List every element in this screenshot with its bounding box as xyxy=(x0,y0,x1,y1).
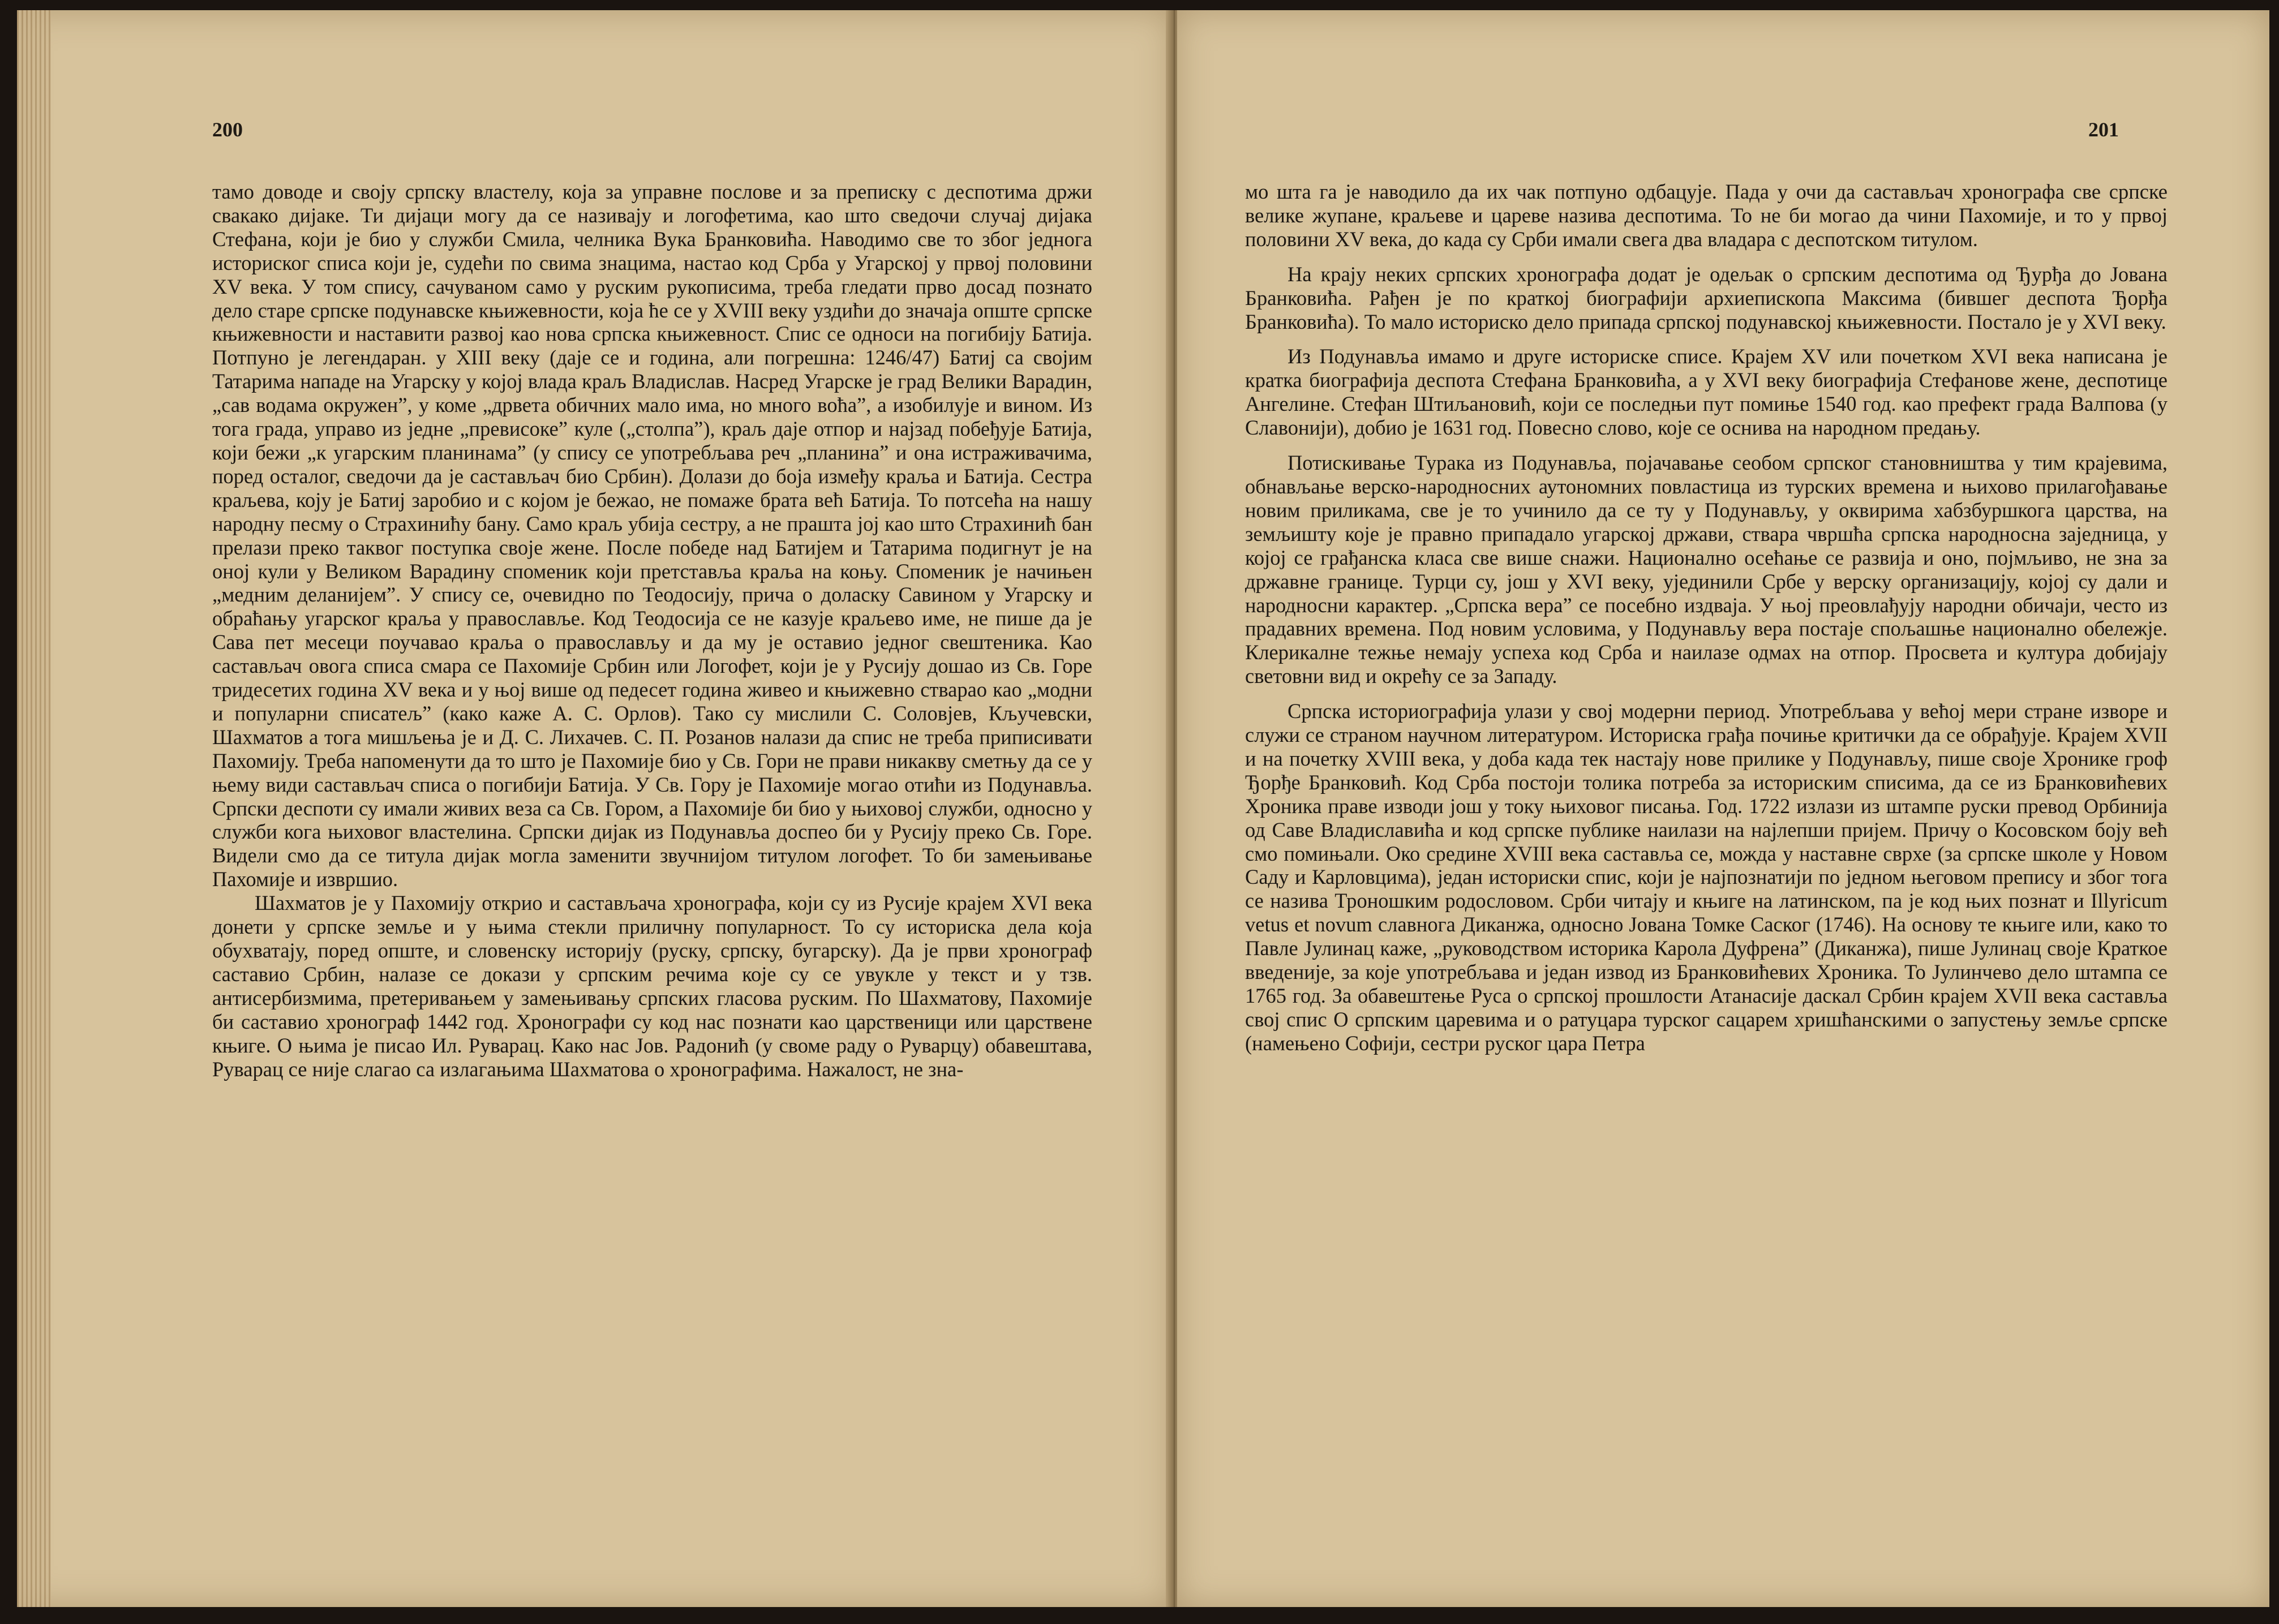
left-page xyxy=(17,10,1171,1607)
page-number-right: 201 xyxy=(2088,118,2119,141)
paragraph: Шахматов је у Пахомију открио и састављача хронографа, који су из Русије крајем XVI века донети у српске земље и у њима стекли приличну популарност. То су историска дела која обухватају, поред опште, и словенску историју (руску, српску, бугарску). Да је први хронограф саставио Србин, налазе се докази у српским речима које су се увукле у текст и у тзв. антисербизмима, претеривањем у замењивању српских гласова руским. По Шахматову, Пахомије би саставио хронограф 1442 год. Хронографи су код нас познати као царственици или царствене књиге. О њима је писао Ил. Руварац. Како нас Јов. Радонић (у своме раду о Руварцу) обавештава, Руварац се није слагао са излагањима Шахматова о хронографима. Нажалост, не зна- xyxy=(212,891,1092,1081)
paragraph: мо шта га је наводило да их чак потпуно одбацује. Пада у очи да састављач хронографа све српске велике жупане, краљеве и цареве назива деспотима. То не би могао да чини Пахомије, и то у првој половини XV века, до када су Срби имали свега два владара с деспотском титулом. xyxy=(1245,180,2168,251)
paragraph: Из Подунавља имамо и друге историске списе. Крајем XV или почетком XVI века написана је кратка биографија деспота Стефана Бранковића, а у XVI веку биографија Стефанове жене, деспотице Ангелине. Стефан Штиљановић, који се последњи пут помиње 1540 год. као префект града Валпова (у Славонији), добио је 1631 год. Повесно слово, које се оснива на народном предању. xyxy=(1245,345,2168,440)
paragraph: тамо доводе и своју српску властелу, која за управне послове и за преписку с деспотима држи свакако дијаке. Ти дијаци могу да се називају и логофетима, као што сведочи случај дијака Стефана, који је био у служби Смила, челника Вука Бранковића. Наводимо све то због једнога историског списа који је, судећи по свима знацима, настао код Срба у Угарској у првој половини XV века. У том спису, сачуваном само у руским рукописима, треба гледати прво досад познато дело старе српске подунавске књижевности, која ће се у XVIII веку уздићи до значаја опште српске књижевности и наставити развој као нова српска књижевност. Спис се односи на погибију Батија. Потпуно је легендаран. у XIII веку (даје се и година, али погрешна: 1246/47) Батиј са својим Татарима нападе на Угарску у којој влада краљ Владислав. Насред Угарске је град Велики Варадин, „сав водама окружен”, у коме „дрвета обичних мало има, но много воћа”, а изобилује и вином. Из тога града, управо из једне „превисоке” куле („столпа”), краљ даје отпор и најзад побеђује Батија, који бежи „к угарским планинама” (у спису се употребљава реч „планина” и она истраживачима, поред осталог, сведочи да је састављач био Србин). Долази до боја између краља и Батија. Сестра краљева, коју је Батиј заробио и с којом је бежао, не помаже брата већ Батија. То потсећа на нашу народну песму о Страхинићу бану. Само краљ убија сестру, а не прашта јој као што Страхинић бан прелази преко таквог поступка своје жене. После победе над Батијем и Татарима подигнут је на оној кули у Великом Варадину споменик који претставља краља на коњу. Споменик је начињен „медним деланијем”. У спису се, очевидно по Теодосију, прича о доласку Савином у Угарску и обраћању угарског краља у православље. Код Теодосија се не казује краљево име, не пише да је Сава пет месеци поучавао краља о православљу и да му је оставио једног свештеника. Као састављач овога списа смара се Пахомије Србин или Логофет, који је у Русију дошао из Св. Горе тридесетих година XV века и у њој више од педесет година живео и књижевно стварао као „модни и популарни списатељ” (како каже А. С. Орлов). Тако су мислили С. Соловјев, Кључевски, Шахматов а тога мишљења је и Д. С. Лихачев. С. П. Розанов налази да спис не треба приписивати Пахомију. Треба напоменути да то што је Пахомије био у Св. Гори не прави никакву сметњу да се у њему види састављач списа о погибији Батија. У Св. Гору је Пахомије могао отићи из Подунавља. Српски деспоти су имали живих веза са Св. Гором, а Пахомије би био у њиховој служби, односно у служби кога њиховог властелина. Српски дијак из Подунавља доспео би у Русију преко Св. Горе. Видели смо да се титула дијак могла заменити звучнијом титулом логофет. То би замењивање Пахомије и извршио. xyxy=(212,180,1092,891)
right-page-text xyxy=(1245,180,2168,1055)
paragraph: Потискивање Турака из Подунавља, појачавање сеобом српског становништва у тим крајевима, обнављање верско-народносних аутономних повластица из турских времена и њихово прилагођавање новим приликама, све је то учинило да се ту у Подунављу, у оквирима хабзбуршкога царства, на земљишту које је правно припадало угарској држави, ствара чвршћа српска народносна заједница, у којој се грађанска класа све више снажи. Национално осећање се развија и оно, појмљиво, не зна за државне границе. Турци су, још у XVI веку, ујединили Србе у верску организацију, којој су дали и народносни карактер. „Српска вера” се посебно издваја. У њој преовлађују народни обичаји, често из прадавних времена. Под новим условима, у Подунављу вера постаје спољашње национално обележје. Клерикалне тежње немају успеха код Срба и наилазе одмах на отпор. Просвета и култура добијају световни вид и окрећу се за Западу. xyxy=(1245,451,2168,688)
page-number-left: 200 xyxy=(212,118,243,141)
paragraph: На крају неких српских хронографа додат је одељак о српским деспотима од Ђурђа до Јована Бранковића. Рађен је по краткој биографији архиепископа Максима (бившег деспота Ђорђа Бранковића). То мало историско дело припада српској подунавској књижевности. Постало је у XVI веку. xyxy=(1245,262,2168,333)
paragraph: Српска историографија улази у свој модерни период. Употребљава у већој мери стране изворе и служи се страном научном литературом. Историска грађа почиње критички да се обрађује. Крајем XVII и на почетку XVIII века, у доба када тек настају нове прилике у Подунављу, пише своје Хронике гроф Ђорђе Бранковић. Код Срба постоји толика потреба за историским списима, да се из Бранковићевих Хроника праве изводи још у току њиховог писања. Год. 1722 излази из штампе руски превод Орбинија од Саве Владиславића и код српске публике наилази на најлепши пријем. Причу о Косовском боју већ смо помињали. Око средине XVIII века састављa се, можда у наставне сврхе (за српске школе у Новом Саду и Карловцима), један историски спис, који је најпознатији по једном његовом препису и због тога се назива Тронoшким родословом. Срби читају и књиге на латинском, па је код њих познат и Illyricum vetus et novum славнога Диканжа, односно Јована Томке Саског (1746). На основу те књиге или, како то Павле Јулинац каже, „руководством историка Карола Дуфрена” (Диканжа), пише Јулинац своје Краткое введеније, за које употребљава и један извод из Бранковићевих Хроника. То Јулинчево дело штампа се 1765 год. За обавештење Руса о српској прошлости Атанасије даскал Србин крајем XVII века саставља свој спис О српским царевима и о ратуцара турског сацарем хришћанскими о запустењу земље српске (намењено Софији, сестри руског цара Петра xyxy=(1245,699,2168,1055)
right-page xyxy=(1177,10,2269,1607)
left-page-text xyxy=(212,180,1092,1081)
